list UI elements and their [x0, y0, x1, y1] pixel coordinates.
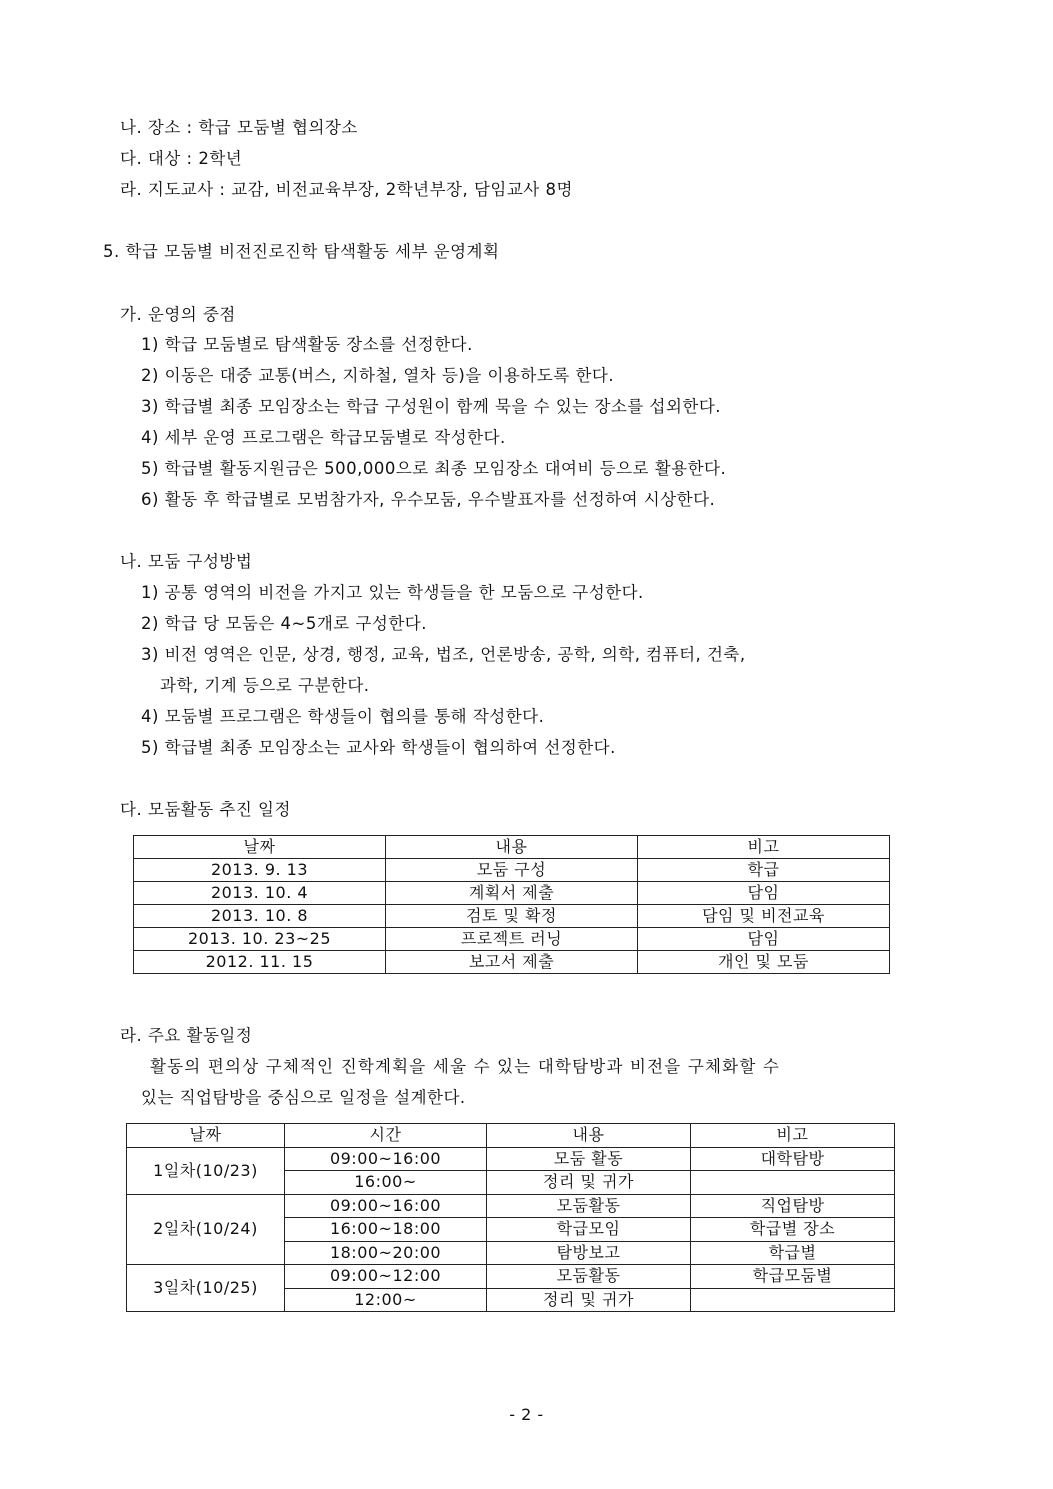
place-item: 나. 장소 : 학급 모둠별 협의장소 [120, 118, 358, 137]
ga-item: 2) 이동은 대중 교통(버스, 지하철, 열차 등)을 이용하도록 한다. [141, 366, 615, 385]
cell-time: 16:00~18:00 [285, 1218, 487, 1242]
header-time: 시간 [285, 1124, 487, 1148]
cell-content: 정리 및 귀가 [487, 1171, 691, 1195]
na-item: 1) 공통 영역의 비전을 가지고 있는 학생들을 한 모둠으로 구성한다. [141, 583, 644, 602]
cell-content: 계획서 제출 [386, 882, 638, 905]
activity-schedule-table [126, 1123, 895, 1312]
cell-date: 2012. 11. 15 [134, 951, 386, 974]
header-note: 비고 [638, 836, 890, 859]
cell-time: 18:00~20:00 [285, 1241, 487, 1265]
na-item-continuation: 과학, 기계 등으로 구분한다. [160, 676, 370, 695]
cell-content: 프로젝트 러닝 [386, 928, 638, 951]
ga-item: 1) 학급 모둠별로 탐색활동 장소를 선정한다. [141, 335, 473, 354]
ra-paragraph-line: 있는 직업탐방을 중심으로 일정을 설계한다. [141, 1088, 466, 1107]
cell-time: 09:00~16:00 [285, 1147, 487, 1171]
cell-note: 직업탐방 [691, 1194, 895, 1218]
table-row [127, 1147, 895, 1171]
cell-note [691, 1171, 895, 1195]
ga-item: 5) 학급별 활동지원금은 500,000으로 최종 모임장소 대여비 등으로 활용한다. [141, 459, 727, 478]
day-label: 2일차(10/24) [127, 1194, 285, 1265]
group-schedule-table [133, 835, 890, 974]
cell-note: 담임 및 비전교육 [638, 905, 890, 928]
table-row [134, 928, 890, 951]
cell-content: 탐방보고 [487, 1241, 691, 1265]
table-row [134, 859, 890, 882]
table-row [134, 882, 890, 905]
target-item: 다. 대상 : 2학년 [120, 149, 243, 168]
cell-note [691, 1288, 895, 1312]
na-item: 5) 학급별 최종 모임장소는 교사와 학생들이 협의하여 선정한다. [141, 738, 616, 757]
cell-time: 09:00~16:00 [285, 1194, 487, 1218]
cell-date: 2013. 10. 4 [134, 882, 386, 905]
cell-content: 모둠활동 [487, 1194, 691, 1218]
day-label: 1일차(10/23) [127, 1147, 285, 1194]
na-item: 3) 비전 영역은 인문, 상경, 행정, 교육, 법조, 언론방송, 공학, 의학, 컴퓨터, 건축, [141, 645, 746, 664]
na-item: 4) 모둠별 프로그램은 학생들이 협의를 통해 작성한다. [141, 707, 545, 726]
cell-date: 2013. 10. 23~25 [134, 928, 386, 951]
ga-item: 4) 세부 운영 프로그램은 학급모둠별로 작성한다. [141, 428, 506, 447]
cell-note: 학급별 장소 [691, 1218, 895, 1242]
table-row [134, 951, 890, 974]
cell-content: 학급모임 [487, 1218, 691, 1242]
section-title: 5. 학급 모둠별 비전진로진학 탐색활동 세부 운영계획 [103, 242, 500, 261]
cell-note: 대학탐방 [691, 1147, 895, 1171]
header-note: 비고 [691, 1124, 895, 1148]
table-header-row [134, 836, 890, 859]
cell-time: 09:00~12:00 [285, 1265, 487, 1289]
cell-note: 학급모둠별 [691, 1265, 895, 1289]
ra-heading: 라. 주요 활동일정 [120, 1026, 253, 1045]
cell-note: 학급별 [691, 1241, 895, 1265]
ga-heading: 가. 운영의 중점 [120, 305, 236, 324]
header-date: 날짜 [134, 836, 386, 859]
cell-content: 모둠 활동 [487, 1147, 691, 1171]
da-heading: 다. 모둠활동 추진 일정 [120, 800, 291, 819]
cell-time: 12:00~ [285, 1288, 487, 1312]
teachers-item: 라. 지도교사 : 교감, 비전교육부장, 2학년부장, 담임교사 8명 [120, 180, 573, 199]
table-row [134, 905, 890, 928]
na-item: 2) 학급 당 모둠은 4~5개로 구성한다. [141, 614, 427, 633]
header-content: 내용 [487, 1124, 691, 1148]
cell-note: 학급 [638, 859, 890, 882]
na-heading: 나. 모둠 구성방법 [120, 552, 253, 571]
ga-item: 6) 활동 후 학급별로 모범참가자, 우수모둠, 우수발표자를 선정하여 시상한다. [141, 490, 716, 509]
header-content: 내용 [386, 836, 638, 859]
ga-item: 3) 학급별 최종 모임장소는 학급 구성원이 함께 묵을 수 있는 장소를 섭외한다. [141, 397, 722, 416]
table-row [127, 1265, 895, 1289]
ra-paragraph-line: 활동의 편의상 구체적인 진학계획을 세울 수 있는 대학탐방과 비전을 구체화할 수 [150, 1057, 781, 1076]
page-number: - 2 - [509, 1405, 544, 1424]
cell-date: 2013. 10. 8 [134, 905, 386, 928]
cell-content: 정리 및 귀가 [487, 1288, 691, 1312]
cell-time: 16:00~ [285, 1171, 487, 1195]
day-label: 3일차(10/25) [127, 1265, 285, 1312]
table-header-row [127, 1124, 895, 1148]
cell-note: 담임 [638, 928, 890, 951]
header-date: 날짜 [127, 1124, 285, 1148]
cell-note: 담임 [638, 882, 890, 905]
cell-content: 모둠활동 [487, 1265, 691, 1289]
table-row [127, 1194, 895, 1218]
cell-content: 보고서 제출 [386, 951, 638, 974]
cell-content: 검토 및 확정 [386, 905, 638, 928]
cell-date: 2013. 9. 13 [134, 859, 386, 882]
cell-note: 개인 및 모둠 [638, 951, 890, 974]
cell-content: 모둠 구성 [386, 859, 638, 882]
